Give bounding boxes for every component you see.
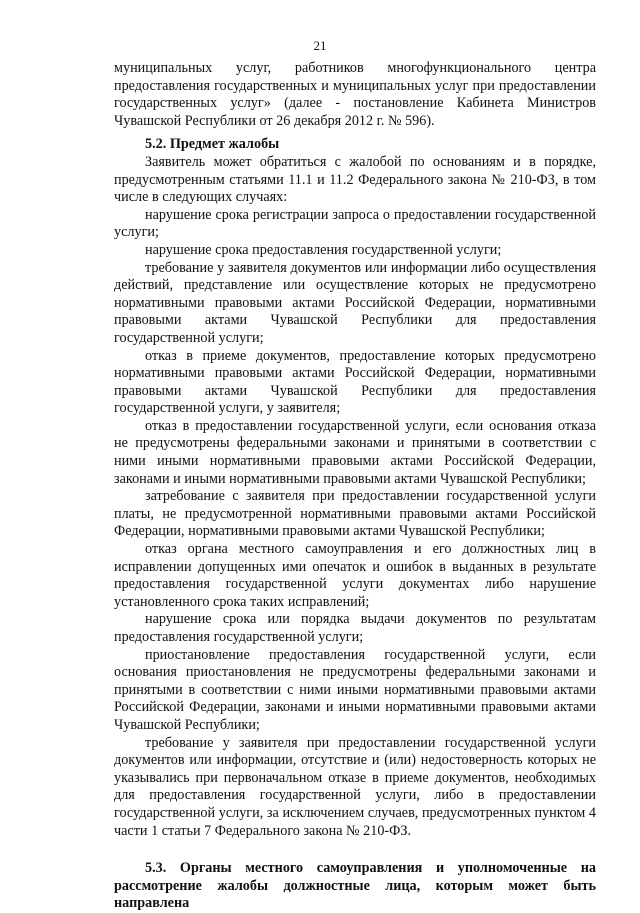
lead-paragraph: Заявитель может обратиться с жалобой по основаниям и в порядке, предусмотренным статьями 11.1 и 11.2 Федерального закона № 210-ФЗ, в том числе в следующих случаях: <box>114 153 596 206</box>
list-item: нарушение срока регистрации запроса о предоставлении государственной услуги; <box>114 206 596 241</box>
list-item: отказ в приеме документов, предоставление которых предусмотрено нормативными правовыми актами Российской Федерации, нормативными правовыми актами Чувашской Республики для предоставления государственной услуги, у заявителя; <box>114 347 596 417</box>
document-body <box>114 60 596 913</box>
list-item: приостановление предоставления государственной услуги, если основания приостановления не предусмотрены федеральными законами и принятыми в соответствии с ними иными нормативными правовыми актами Российской Федерации, законами и иными нормативными правовыми актами Чувашской Республики; <box>114 646 596 733</box>
list-item: отказ в предоставлении государственной услуги, если основания отказа не предусмотрены федеральными законами и принятыми в соответствии с ними иными нормативными правовыми актами Российской Федерации, законами и иными нормативными правовыми актами Чувашской Республики; <box>114 417 596 487</box>
list-item: отказ органа местного самоуправления и его должностных лиц в исправлении допущенных ими опечаток и ошибок в выданных в результате предоставления государственной услуги документах либо нарушение установленного срока таких исправлений; <box>114 541 596 610</box>
heading-5-3: 5.3. Органы местного самоуправления и уполномоченные на рассмотрение жалобы должностные лица, которым может быть направлена <box>114 860 596 912</box>
intro-paragraph: муниципальных услуг, работников многофункционального центра предоставления государственных и муниципальных услуг при предоставлении государственных услуг» (далее - постановление Кабинета Министров Чувашской Республики от 26 декабря 2012 г. № 596). <box>114 60 596 129</box>
list-item: нарушение срока предоставления государственной услуги; <box>145 241 502 258</box>
list-item: нарушение срока или порядка выдачи документов по результатам предоставления государственной услуги; <box>114 611 596 645</box>
list-item: затребование с заявителя при предоставлении государственной услуги платы, не предусмотренной нормативными правовыми актами Российской Федерации, нормативными правовыми актами Чувашской Республики; <box>114 488 596 540</box>
list-item: требование у заявителя документов или информации либо осуществления действий, представление или осуществление которых не предусмотрено нормативными правовыми актами Российской Федерации, нормативными правовыми актами Чувашской Республики для предоставления государственной услуги; <box>114 259 596 346</box>
list-item: требование у заявителя при предоставлении государственной услуги документов или информации, отсутствие и (или) недостоверность которых не указывались при первоначальном отказе в приеме документов, необходимых для предоставления государственной услуги, либо в предоставлении государственной услуги, за исключением случаев, предусмотренных пунктом 4 части 1 статьи 7 Федерального закона № 210-ФЗ. <box>114 734 596 839</box>
page-number: 21 <box>313 38 327 53</box>
heading-5-2: 5.2. Предмет жалобы <box>145 136 280 153</box>
